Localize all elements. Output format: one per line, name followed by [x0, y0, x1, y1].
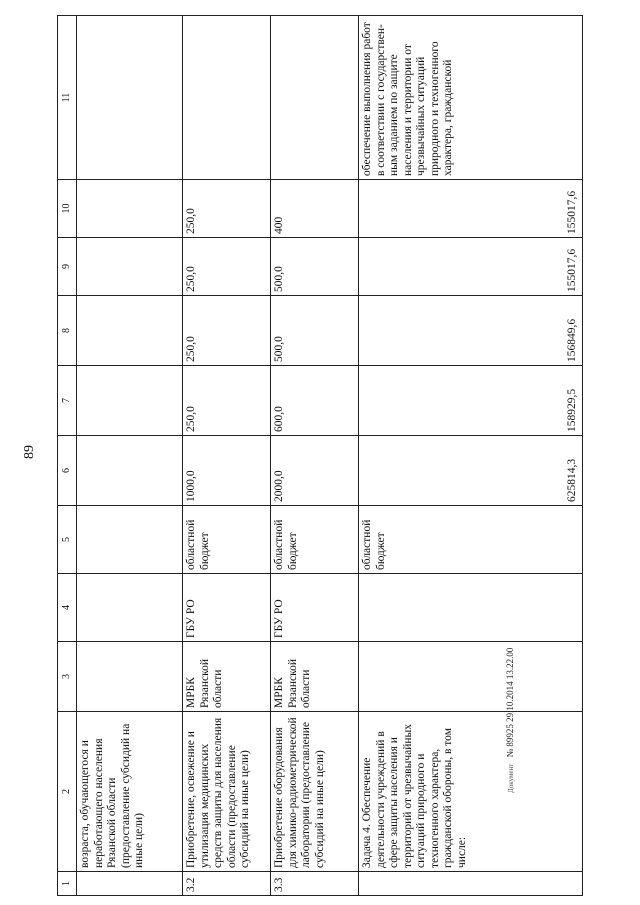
- measure-name: Приобретение оборудования для химико-радиометрической лаборатории (предоставление субсидий на иные цели): [271, 712, 359, 872]
- year-amount: 500,0: [271, 238, 359, 296]
- executor-cell: МРБК Рязанской области: [271, 642, 359, 712]
- row-number: 3.3: [271, 872, 359, 896]
- row-number: 3.2: [183, 872, 271, 896]
- column-number: 5: [58, 506, 77, 574]
- table-row: [271, 16, 359, 896]
- stamp-mark: Документ: [507, 763, 515, 793]
- total-amount: 1000,0: [183, 436, 271, 506]
- year-amount: 156849,6: [359, 296, 583, 366]
- executor-cell: МРБК Рязанской области: [183, 642, 271, 712]
- table-row: [77, 16, 183, 896]
- year-amount: 250,0: [183, 366, 271, 436]
- year-amount: 400: [271, 180, 359, 238]
- funding-source: областной бюджет: [271, 506, 359, 574]
- document-stamp: [505, 533, 515, 793]
- year-amount: 250,0: [183, 296, 271, 366]
- year-amount: 600,0: [271, 366, 359, 436]
- column-number: 4: [58, 574, 77, 642]
- year-amount: [77, 366, 183, 436]
- year-amount: [77, 296, 183, 366]
- measure-name: возраста, обучающегося и неработающего населения Рязанской области (предоставление субсидий на иные цели): [77, 712, 183, 872]
- column-number: 7: [58, 366, 77, 436]
- expected-result: [271, 16, 359, 180]
- total-amount: [77, 436, 183, 506]
- year-amount: 155017,6: [359, 180, 583, 238]
- executor-cell: [77, 642, 183, 712]
- column-number: 10: [58, 180, 77, 238]
- year-amount: 155017,6: [359, 238, 583, 296]
- measure-name: Приобретение, освежение и утилизация медицинских средств защиты для населения области (предоставление субсидий на иные цели): [183, 712, 271, 872]
- institution-cell: ГБУ РО: [183, 574, 271, 642]
- table-row: [183, 16, 271, 896]
- expected-result: [183, 16, 271, 180]
- stamp-text: № 89925 29.10.2014 13.22.00: [505, 647, 515, 758]
- column-number: 9: [58, 238, 77, 296]
- column-number: 8: [58, 296, 77, 366]
- column-number: 1: [58, 872, 77, 896]
- column-number: 3: [58, 642, 77, 712]
- funding-source: [77, 506, 183, 574]
- column-number: 2: [58, 712, 77, 872]
- year-amount: 250,0: [183, 180, 271, 238]
- year-amount: [77, 180, 183, 238]
- funding-source: областной бюджет: [359, 506, 583, 574]
- page-number: 89: [22, 445, 37, 459]
- measure-name: Задача 4. Обеспечение деятельности учреждений в сфере защиты населения и территорий от чрезвычайных ситуаций природного и техногенного характера, гражданской обороны, в том числе:: [359, 712, 583, 872]
- year-amount: [77, 238, 183, 296]
- year-amount: 158929,5: [359, 366, 583, 436]
- column-number-row: [58, 16, 77, 896]
- year-amount: 250,0: [183, 238, 271, 296]
- row-number: [359, 872, 583, 896]
- table-row: [359, 16, 583, 896]
- total-amount: 2000,0: [271, 436, 359, 506]
- institution-cell: [359, 574, 583, 642]
- row-number: [77, 872, 183, 896]
- executor-cell: [359, 642, 583, 712]
- column-number: 11: [58, 16, 77, 180]
- year-amount: 500,0: [271, 296, 359, 366]
- institution-cell: [77, 574, 183, 642]
- total-amount: 625814,3: [359, 436, 583, 506]
- institution-cell: ГБУ РО: [271, 574, 359, 642]
- funding-source: областной бюджет: [183, 506, 271, 574]
- expected-result: [77, 16, 183, 180]
- expected-result: обеспечение выполнения работ в соответствии с государствен-ным заданием по защите населения и территории от чрезвычайных ситуаций природного и техногенного характера, гражданской: [359, 16, 583, 180]
- column-number: 6: [58, 436, 77, 506]
